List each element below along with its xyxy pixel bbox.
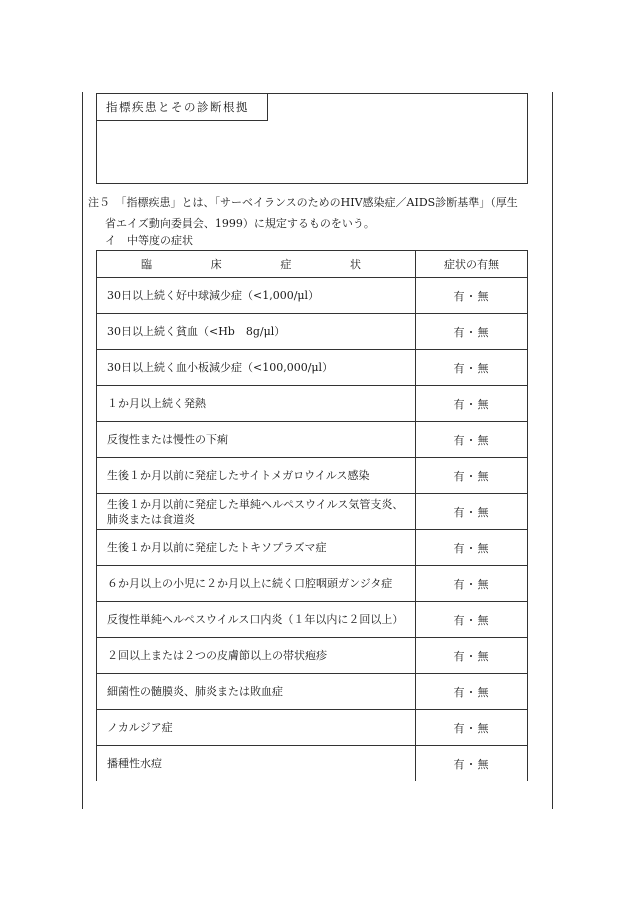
clinical-symptom-header-char: 床 <box>210 258 222 271</box>
table-header-row <box>97 251 528 278</box>
symptom-cell: 30日以上続く好中球減少症（<1,000/μl） <box>97 278 416 314</box>
table-row <box>97 710 528 746</box>
indicator-disease-basis-label: 指標疾患とその診断根拠 <box>97 94 268 121</box>
symptom-cell: 30日以上続く貧血（<Hb 8g/μl） <box>97 314 416 350</box>
presence-choice[interactable]: 有・無 <box>415 566 527 602</box>
symptom-cell: 反復性単純ヘルペスウイルス口内炎（１年以内に２回以上） <box>97 602 416 638</box>
presence-choice[interactable]: 有・無 <box>415 530 527 566</box>
page-frame-right-border <box>552 92 553 809</box>
symptom-cell: ２回以上または２つの皮膚節以上の帯状疱疹 <box>97 638 416 674</box>
table-row <box>97 350 528 386</box>
note-5-line-2: 省エイズ動向委員会、1999）に規定するものをいう。 <box>105 217 375 230</box>
presence-choice[interactable]: 有・無 <box>415 278 527 314</box>
section-title-moderate-symptoms: イ 中等度の症状 <box>105 234 193 247</box>
symptom-cell: 生後１か月以前に発症した単純ヘルペスウイルス気管支炎、肺炎または食道炎 <box>97 494 416 530</box>
presence-choice[interactable]: 有・無 <box>415 674 527 710</box>
presence-choice[interactable]: 有・無 <box>415 350 527 386</box>
table-row <box>97 494 528 530</box>
symptom-cell: ノカルジア症 <box>97 710 416 746</box>
presence-choice[interactable]: 有・無 <box>415 458 527 494</box>
presence-choice[interactable]: 有・無 <box>415 746 527 782</box>
presence-choice[interactable]: 有・無 <box>415 386 527 422</box>
presence-choice[interactable]: 有・無 <box>415 494 527 530</box>
clinical-symptom-header-char: 症 <box>280 258 292 271</box>
symptom-cell: 生後１か月以前に発症したトキソプラズマ症 <box>97 530 416 566</box>
clinical-symptom-header <box>97 251 416 278</box>
symptom-cell: ６か月以上の小児に２か月以上に続く口腔咽頭ガンジタ症 <box>97 566 416 602</box>
presence-choice[interactable]: 有・無 <box>415 314 527 350</box>
table-row <box>97 566 528 602</box>
presence-choice[interactable]: 有・無 <box>415 710 527 746</box>
symptom-cell: 生後１か月以前に発症したサイトメガロウイルス感染 <box>97 458 416 494</box>
table-row <box>97 674 528 710</box>
clinical-symptom-header-char: 臨 <box>141 258 152 271</box>
table-row <box>97 422 528 458</box>
table-row <box>97 278 528 314</box>
clinical-symptom-header-char: 状 <box>349 258 361 271</box>
table-row <box>97 314 528 350</box>
page-frame-left-border <box>82 92 83 809</box>
table-row <box>97 458 528 494</box>
symptom-cell: 反復性または慢性の下痢 <box>97 422 416 458</box>
table-row <box>97 386 528 422</box>
symptom-cell: 細菌性の髄膜炎、肺炎または敗血症 <box>97 674 416 710</box>
indicator-disease-basis-box[interactable] <box>96 93 528 184</box>
symptom-cell: 播種性水痘 <box>97 746 416 782</box>
table-row <box>97 746 528 782</box>
symptom-cell: １か月以上続く発熱 <box>97 386 416 422</box>
presence-choice[interactable]: 有・無 <box>415 638 527 674</box>
symptom-cell: 30日以上続く血小板減少症（<100,000/μl） <box>97 350 416 386</box>
presence-choice[interactable]: 有・無 <box>415 422 527 458</box>
table-row <box>97 638 528 674</box>
note-5 <box>88 192 548 234</box>
presence-choice[interactable]: 有・無 <box>415 602 527 638</box>
moderate-symptoms-table <box>96 250 528 781</box>
table-row <box>97 530 528 566</box>
note-5-line-1: 注５ 「指標疾患」とは、「サーベイランスのためのHIV感染症／AIDS診断基準」（厚生 <box>88 196 518 209</box>
table-row <box>97 602 528 638</box>
symptom-presence-header: 症状の有無 <box>415 251 527 278</box>
